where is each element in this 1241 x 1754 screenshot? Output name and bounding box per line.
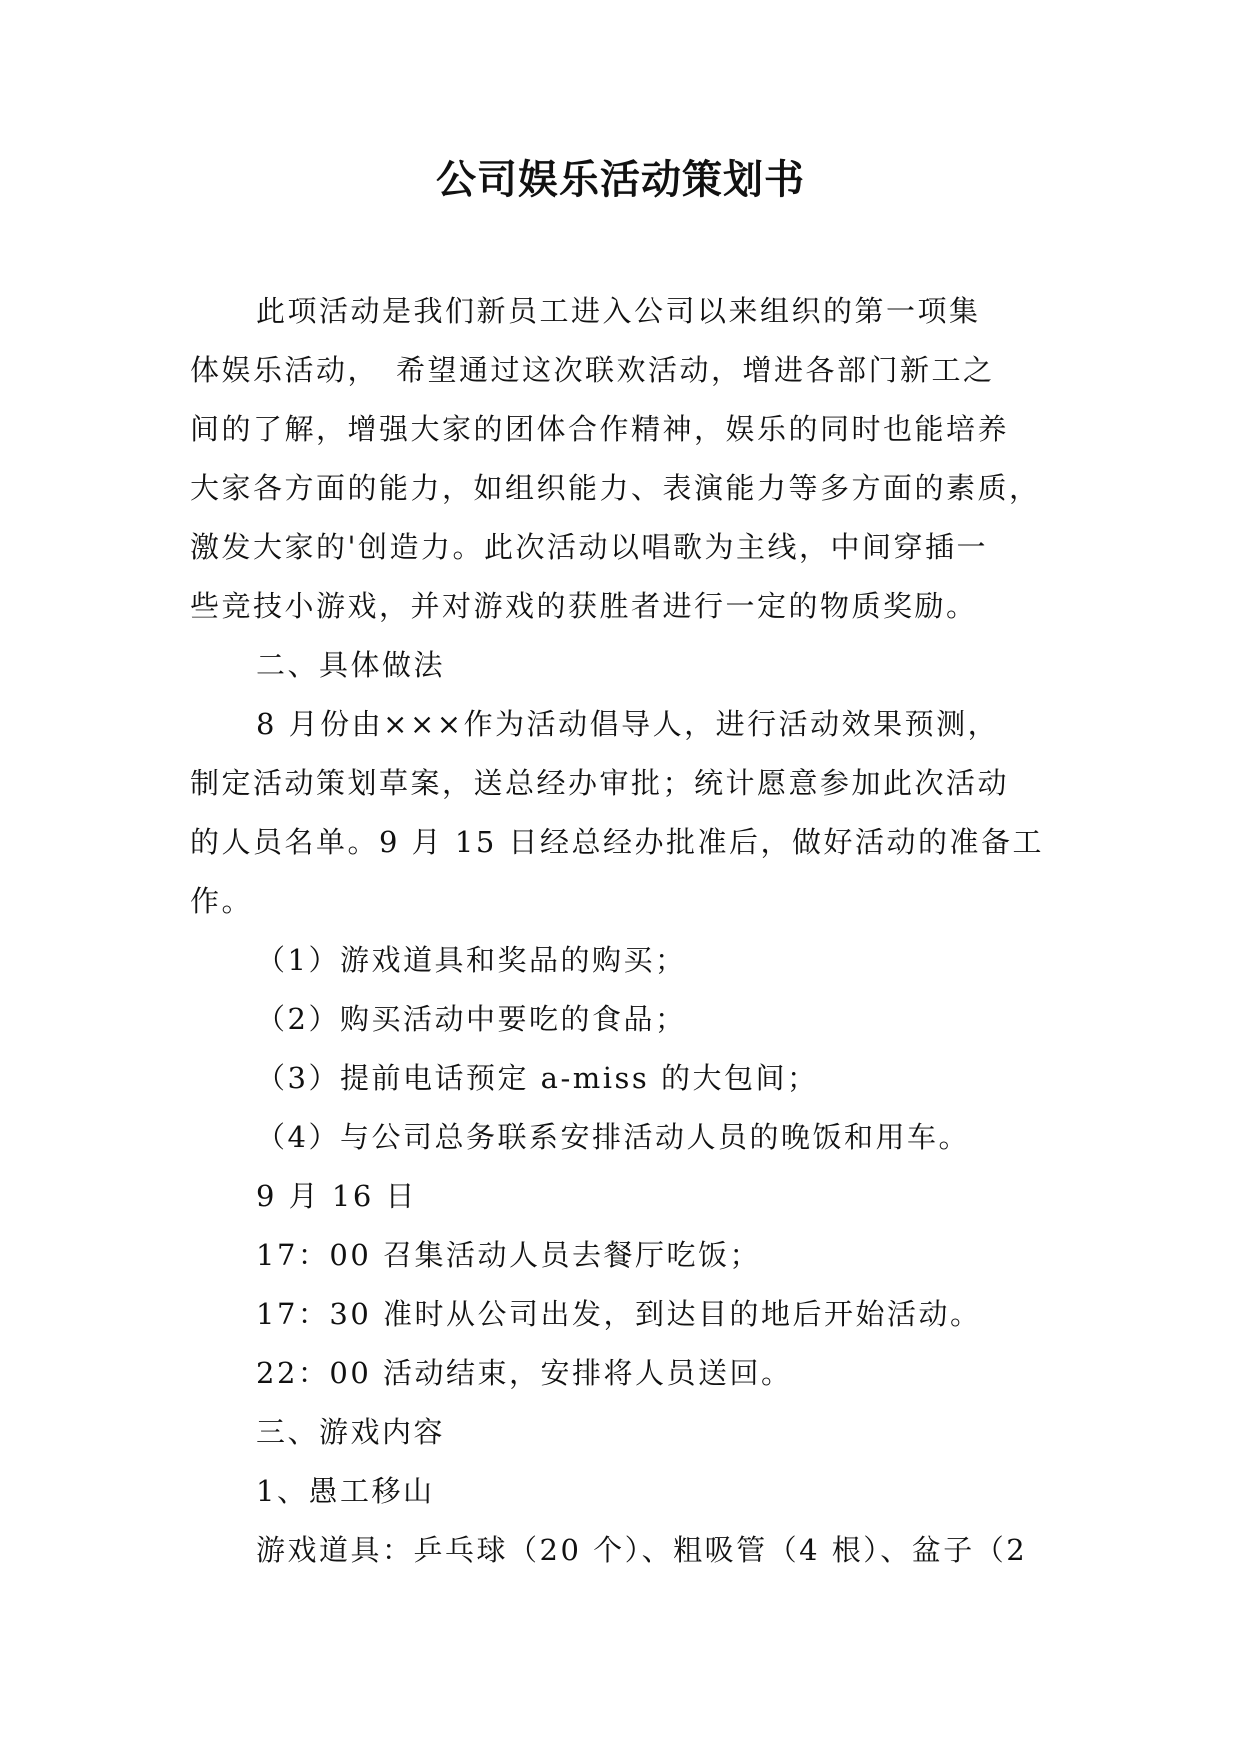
body-line: 些竞技小游戏，并对游戏的获胜者进行一定的物质奖励。 xyxy=(190,589,978,623)
body-line: 激发大家的'创造力。此次活动以唱歌为主线，中间穿插一 xyxy=(190,530,988,564)
body-line: 的人员名单。9 月 15 日经总经办批准后，做好活动的准备工 xyxy=(190,825,1045,859)
body-line: 间的了解，增强大家的团体合作精神，娱乐的同时也能培养 xyxy=(190,412,1010,446)
body-line: 作。 xyxy=(190,884,254,918)
section-heading: 三、游戏内容 xyxy=(256,1415,446,1449)
body-line: 大家各方面的能力，如组织能力、表演能力等多方面的素质， xyxy=(190,471,1041,505)
document-body xyxy=(190,282,1050,1580)
schedule-item: 17：30 准时从公司出发，到达目的地后开始活动。 xyxy=(256,1297,982,1331)
body-line: 游戏道具：乒乓球（20 个）、粗吸管（4 根）、盆子（2 xyxy=(256,1533,1028,1567)
body-line: 此项活动是我们新员工进入公司以来组织的第一项集 xyxy=(256,294,981,328)
list-item: （1）游戏道具和奖品的购买； xyxy=(256,943,687,977)
section-heading: 二、具体做法 xyxy=(256,648,446,682)
body-line: 8 月份由×××作为活动倡导人，进行活动效果预测， xyxy=(256,707,1000,741)
document-title: 公司娱乐活动策划书 xyxy=(436,157,805,203)
schedule-item: 22：00 活动结束，安排将人员送回。 xyxy=(256,1356,793,1390)
list-item: （4）与公司总务联系安排活动人员的晚饭和用车。 xyxy=(256,1120,970,1154)
body-line: 制定活动策划草案，送总经办审批；统计愿意参加此次活动 xyxy=(190,766,1010,800)
game-title: 1、愚工移山 xyxy=(256,1474,435,1508)
list-item: （3）提前电话预定 a-miss 的大包间； xyxy=(256,1061,819,1095)
schedule-item: 17：00 召集活动人员去餐厅吃饭； xyxy=(256,1238,762,1272)
schedule-date: 9 月 16 日 xyxy=(256,1179,418,1213)
body-line: 体娱乐活动， 希望通过这次联欢活动，增进各部门新工之 xyxy=(190,353,995,387)
list-item: （2）购买活动中要吃的食品； xyxy=(256,1002,687,1036)
